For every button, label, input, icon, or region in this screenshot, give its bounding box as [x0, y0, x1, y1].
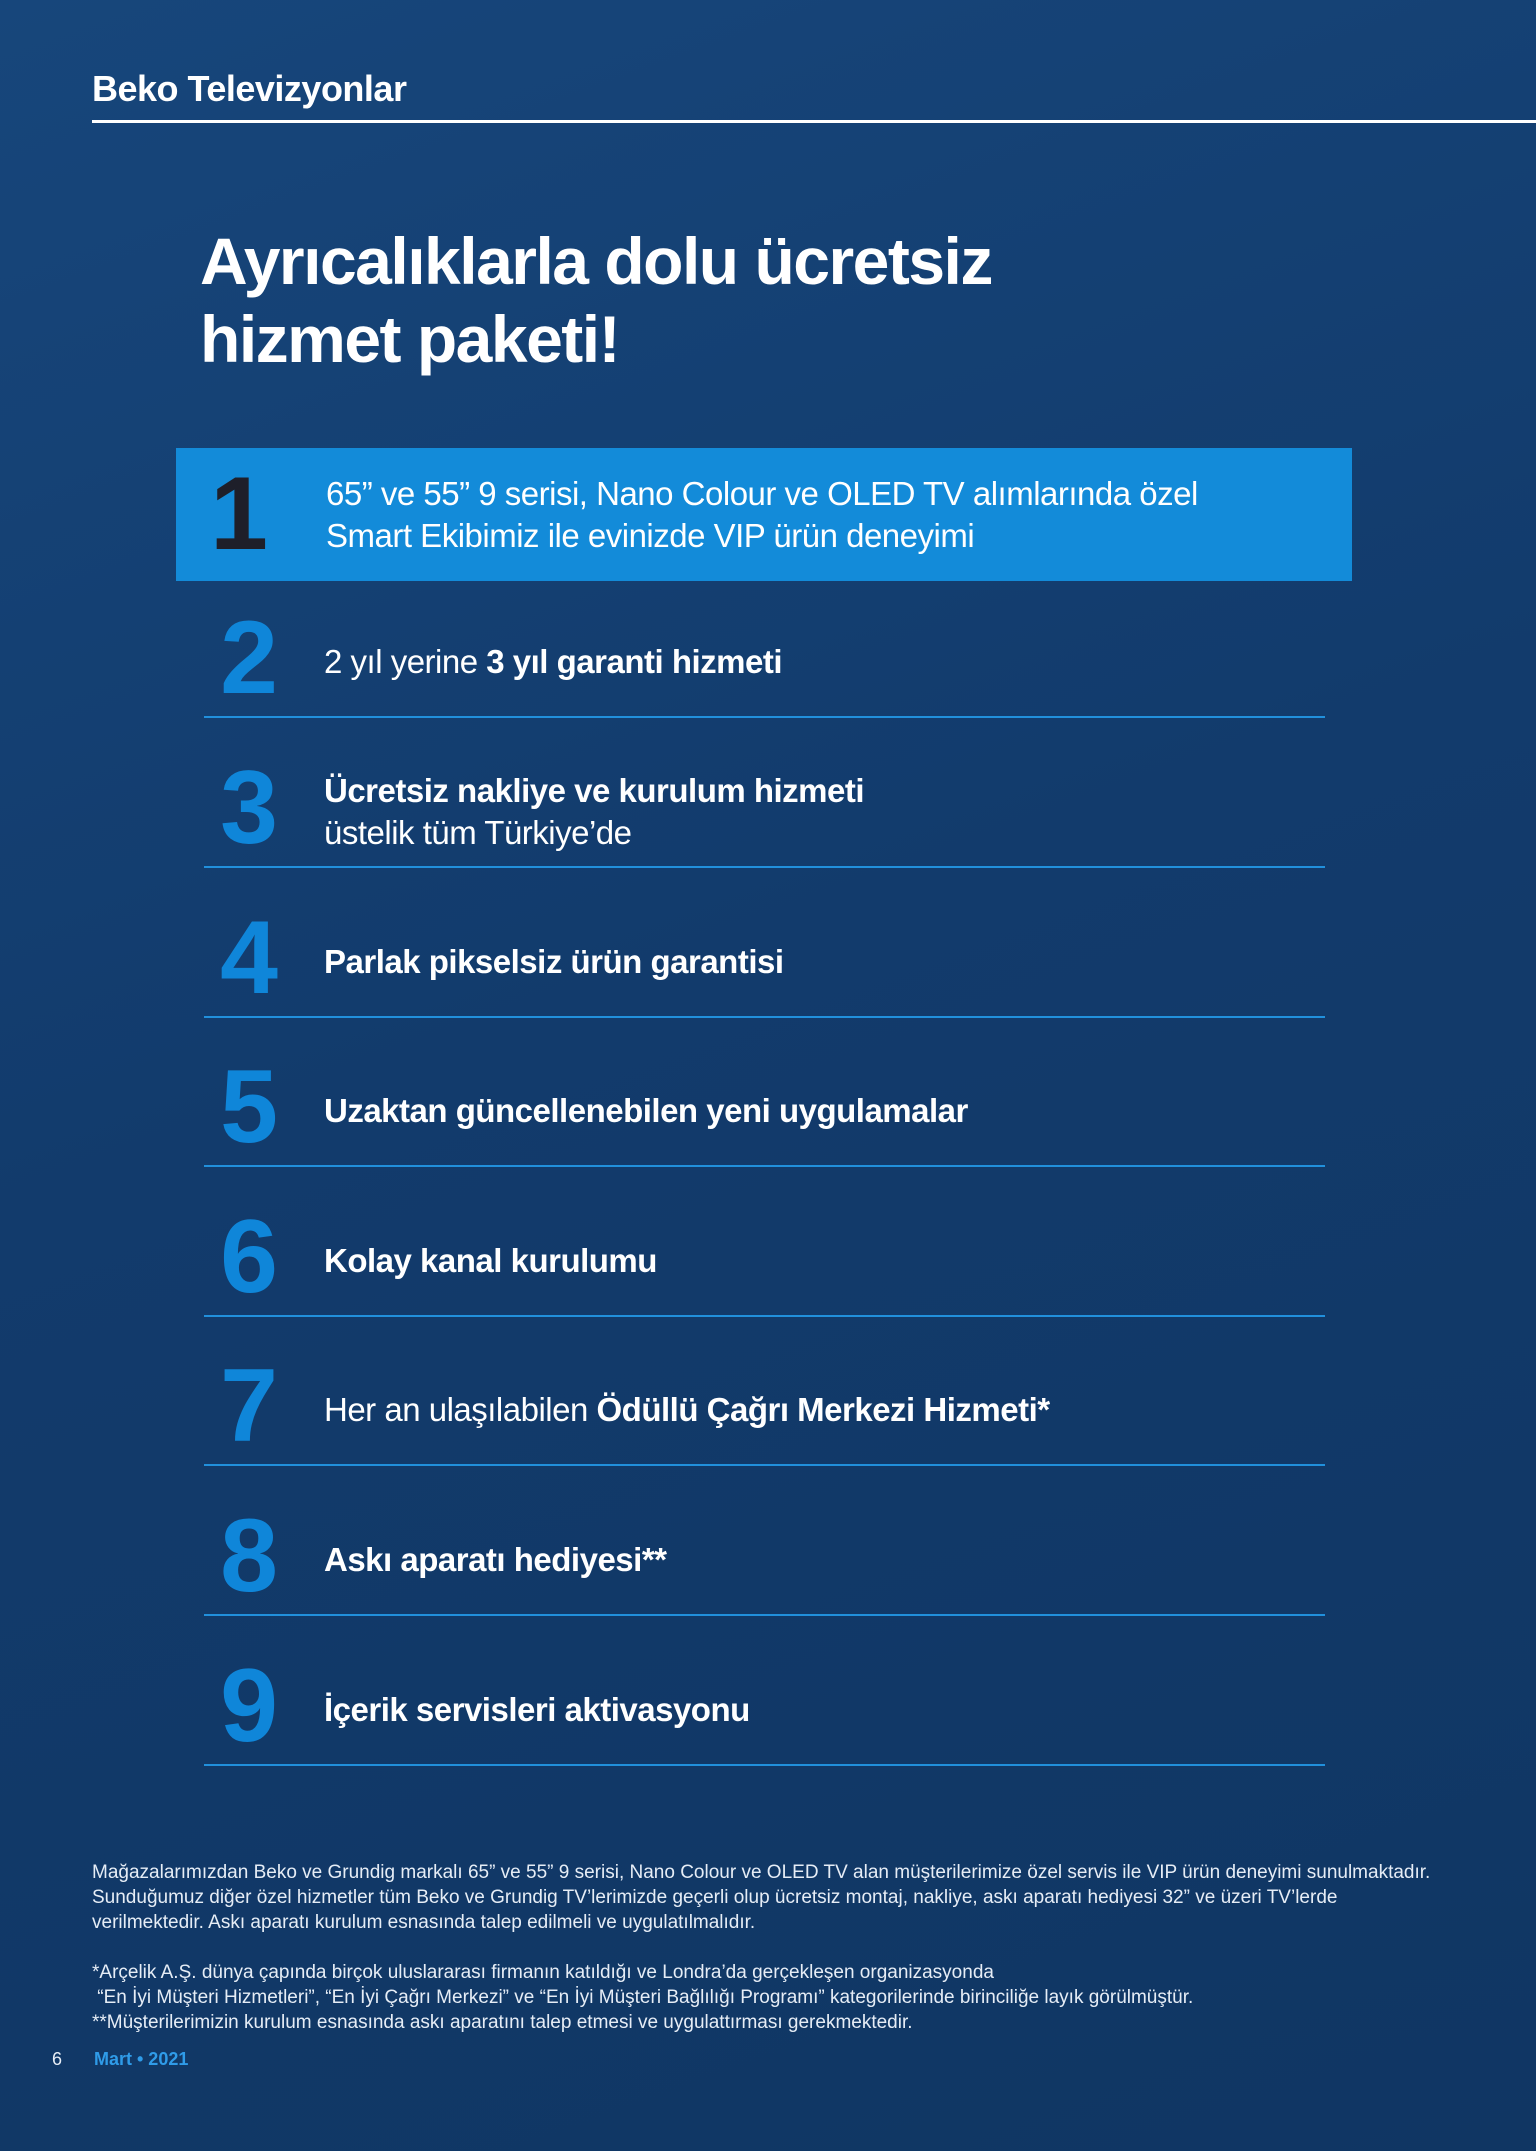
benefit-text-bold: Askı aparatı hediyesi** [324, 1541, 667, 1578]
benefit-number: 9 [220, 1648, 278, 1764]
benefit-text-line-2: Smart Ekibimiz ile evinizde VIP ürün deneyimi [326, 516, 975, 554]
benefit-text [324, 606, 782, 718]
benefit-item-7 [204, 1348, 1325, 1466]
benefit-divider [204, 1315, 1325, 1317]
title-line-2: hizmet paketi! [200, 302, 620, 376]
footnote-double-star: **Müşterilerimizin kurulum esnasında askı aparatını talep etmesi ve uygulattırması gerekmektedir. [92, 2012, 913, 2033]
benefit-divider [204, 716, 1325, 718]
benefit-text [324, 1654, 750, 1766]
publication-date: Mart • 2021 [94, 2049, 189, 2069]
footnote-star-line-1: *Arçelik A.Ş. dünya çapında birçok uluslararası firmanın katıldığı ve Londra’da gerçekleşen organizasyonda [92, 1962, 994, 1983]
benefit-item-6 [204, 1199, 1325, 1317]
benefit-number: 1 [210, 456, 268, 572]
benefit-item-4 [204, 900, 1325, 1018]
benefit-text [326, 448, 1198, 581]
benefit-text-bold: 3 yıl garanti hizmeti [486, 643, 782, 680]
benefit-text-bold: İçerik servisleri aktivasyonu [324, 1691, 750, 1728]
benefit-number: 3 [220, 750, 278, 866]
benefit-item-3 [204, 750, 1325, 868]
benefit-text [324, 756, 864, 868]
benefit-text [324, 1504, 667, 1616]
benefit-number: 2 [220, 600, 278, 716]
benefit-divider [204, 866, 1325, 868]
benefit-text [324, 906, 784, 1018]
benefit-text-bold: Uzaktan güncellenebilen yeni uygulamalar [324, 1092, 968, 1129]
disclaimer-paragraph: Mağazalarımızdan Beko ve Grundig markalı 65” ve 55” 9 serisi, Nano Colour ve OLED TV alan müşterilerimize özel servis ile VIP ürün deneyimi sunulmaktadır. Sunduğumuz diğer özel hizmetler tüm Beko ve Grundig TV’lerimizde geçerli olup ücretsiz montaj, nakliye, askı aparatı hediyesi 32” ve üzeri TV’lerde verilmektedir. Askı aparatı kurulum esnasında talep edilmeli ve uygulatılmalıdır. [92, 1862, 1431, 1933]
footnotes [92, 1960, 1452, 2035]
page-footer [52, 2049, 189, 2070]
benefit-number: 4 [220, 900, 278, 1016]
benefit-text-regular: Her an ulaşılabilen [324, 1391, 597, 1428]
title-line-1: Ayrıcalıklarla dolu ücretsiz [200, 224, 992, 298]
benefit-item-2 [204, 600, 1325, 718]
benefit-text-regular: 2 yıl yerine [324, 643, 487, 680]
benefit-text [324, 1205, 657, 1317]
footnote-star-line-2: “En İyi Müşteri Hizmetleri”, “En İyi Çağrı Merkezi” ve “En İyi Müşteri Bağlılığı Programı” kategorilerinde birinciliğe layık görülmüştür. [92, 1987, 1194, 2008]
benefit-number: 7 [220, 1348, 278, 1464]
benefit-item-9 [204, 1648, 1325, 1766]
benefit-text-line-1: 65” ve 55” 9 serisi, Nano Colour ve OLED TV alımlarında özel [326, 474, 1198, 512]
benefit-text-bold: Parlak pikselsiz ürün garantisi [324, 943, 784, 980]
benefit-text-bold: Ücretsiz nakliye ve kurulum hizmeti [324, 772, 865, 809]
benefit-text [324, 1055, 968, 1167]
benefit-divider [204, 1614, 1325, 1616]
benefit-divider [204, 1165, 1325, 1167]
benefit-number: 5 [220, 1049, 278, 1165]
benefit-divider [204, 1464, 1325, 1466]
benefit-text-bold: Kolay kanal kurulumu [324, 1242, 657, 1279]
benefit-text-line-2: üstelik tüm Türkiye’de [324, 814, 632, 851]
benefit-text [324, 1354, 1050, 1466]
benefit-number: 6 [220, 1199, 278, 1315]
benefit-number: 8 [220, 1498, 278, 1614]
benefit-divider [204, 1016, 1325, 1018]
benefit-divider [204, 1764, 1325, 1766]
page-number: 6 [52, 2049, 63, 2069]
benefit-item-8 [204, 1498, 1325, 1616]
benefit-item-1 [176, 448, 1352, 581]
benefit-item-5 [204, 1049, 1325, 1167]
benefit-text-bold: Ödüllü Çağrı Merkezi Hizmeti* [596, 1391, 1050, 1428]
brand-title: Beko Televizyonlar [92, 68, 407, 109]
